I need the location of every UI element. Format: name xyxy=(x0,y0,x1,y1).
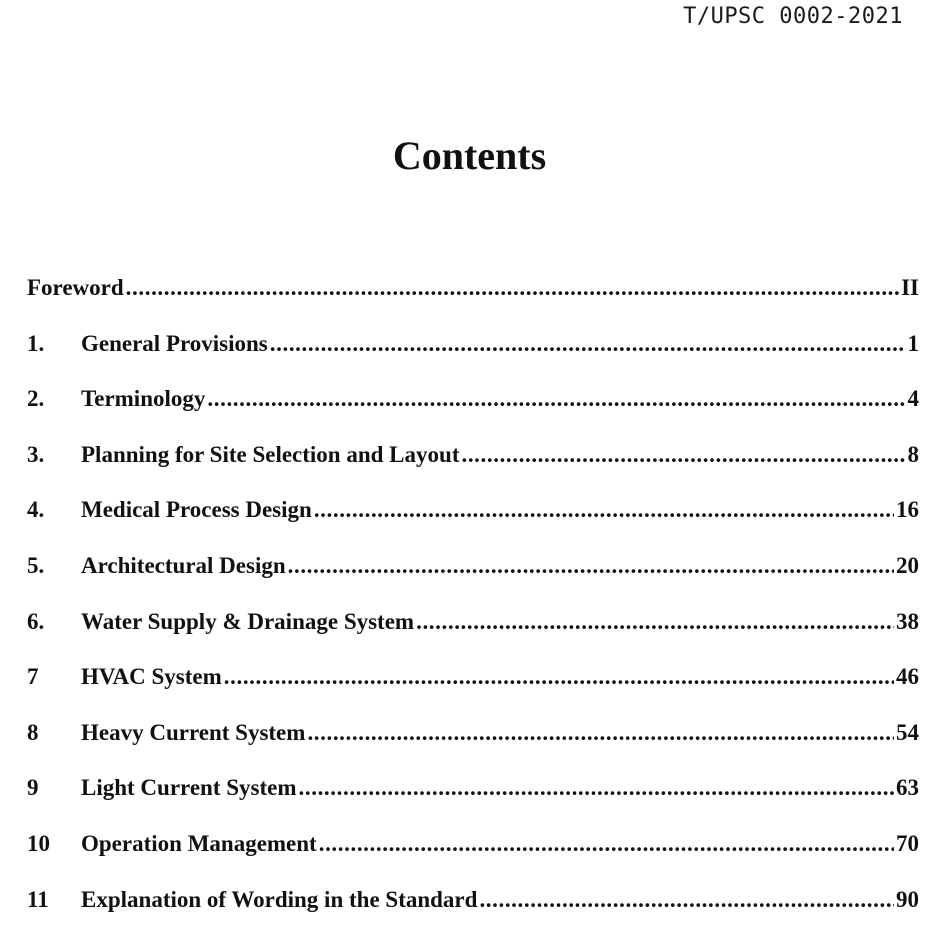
toc-entry-label: General Provisions xyxy=(81,330,268,356)
toc-entry-number: 9 xyxy=(27,775,39,801)
toc-entry-2[interactable] xyxy=(27,377,919,433)
toc-entry-number: 6. xyxy=(27,608,45,634)
toc-entry-label: Operation Management xyxy=(81,830,317,856)
toc-entry-label: Light Current System xyxy=(81,775,297,801)
dot-leader xyxy=(288,544,894,588)
toc-entry-number: 3. xyxy=(27,441,45,467)
toc-entry-page: 1 xyxy=(907,330,919,356)
toc-entry-page: 46 xyxy=(896,664,919,690)
dot-leader xyxy=(314,488,894,532)
toc-entry-7[interactable] xyxy=(27,655,919,711)
dot-leader xyxy=(416,600,894,644)
dot-leader xyxy=(299,766,894,810)
toc-entry-label: Heavy Current System xyxy=(81,719,306,745)
toc-entry-label: Foreword xyxy=(27,275,124,300)
dot-leader xyxy=(126,266,899,310)
toc-entry-page: 63 xyxy=(896,775,919,801)
toc-entry-1[interactable] xyxy=(27,322,919,378)
toc-entry-number: 10 xyxy=(27,830,50,856)
table-of-contents xyxy=(27,266,919,933)
toc-entry-page: 38 xyxy=(896,608,919,634)
toc-entry-page: 16 xyxy=(896,497,919,523)
toc-entry-10[interactable] xyxy=(27,822,919,878)
dot-leader xyxy=(270,322,906,366)
toc-entry-label: HVAC System xyxy=(81,664,222,690)
toc-entry-label: Planning for Site Selection and Layout xyxy=(81,441,460,467)
toc-entry-number: 11 xyxy=(27,886,49,912)
toc-entry-foreword[interactable] xyxy=(27,266,919,322)
toc-entry-number: 7 xyxy=(27,664,39,690)
toc-entry-page: II xyxy=(901,275,919,300)
dot-leader xyxy=(479,878,894,922)
toc-entry-9[interactable] xyxy=(27,766,919,822)
toc-entry-5[interactable] xyxy=(27,544,919,600)
toc-entry-page: 54 xyxy=(896,719,919,745)
dot-leader xyxy=(224,655,894,699)
toc-entry-number: 4. xyxy=(27,497,45,523)
toc-entry-label: Water Supply & Drainage System xyxy=(81,608,415,634)
page-title: Contents xyxy=(392,133,547,178)
toc-entry-11[interactable] xyxy=(27,878,919,934)
toc-entry-label: Architectural Design xyxy=(81,552,286,578)
toc-entry-number: 2. xyxy=(27,386,45,412)
toc-entry-8[interactable] xyxy=(27,711,919,767)
toc-entry-number: 1. xyxy=(27,330,45,356)
dot-leader xyxy=(319,822,894,866)
dot-leader xyxy=(461,433,905,477)
toc-entry-page: 70 xyxy=(896,830,919,856)
dot-leader xyxy=(207,377,905,421)
toc-entry-label: Terminology xyxy=(81,386,206,412)
toc-entry-page: 8 xyxy=(907,441,919,467)
toc-entry-label: Explanation of Wording in the Standard xyxy=(81,886,478,912)
toc-entry-6[interactable] xyxy=(27,600,919,656)
toc-entry-number: 8 xyxy=(27,719,39,745)
toc-entry-page: 4 xyxy=(907,386,919,412)
toc-entry-label: Medical Process Design xyxy=(81,497,312,523)
toc-entry-number: 5. xyxy=(27,552,45,578)
toc-entry-page: 20 xyxy=(896,552,919,578)
dot-leader xyxy=(307,711,894,755)
document-code: T/UPSC 0002-2021 xyxy=(683,4,903,29)
toc-entry-3[interactable] xyxy=(27,433,919,489)
toc-entry-page: 90 xyxy=(896,886,919,912)
toc-entry-4[interactable] xyxy=(27,488,919,544)
